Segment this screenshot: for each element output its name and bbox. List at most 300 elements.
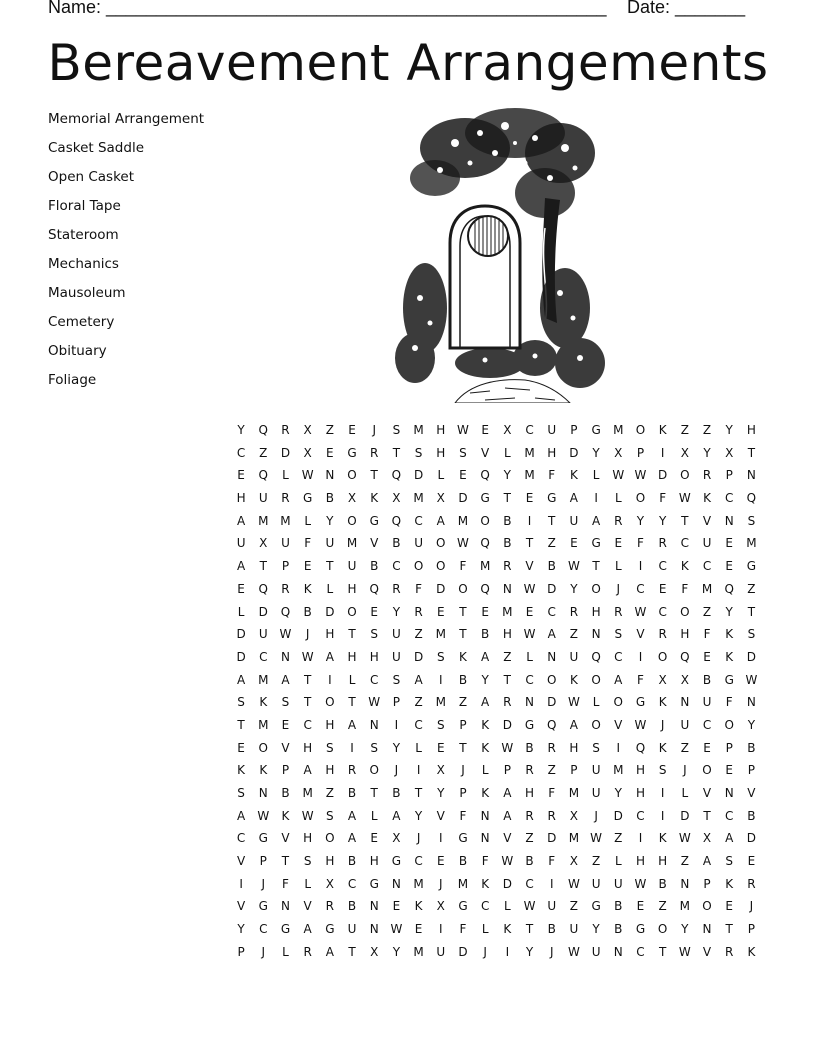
grid-letter: F — [703, 627, 711, 642]
grid-letter: A — [481, 695, 490, 710]
grid-letter: L — [614, 559, 622, 574]
grid-letter: B — [503, 536, 512, 551]
grid-letter: Q — [746, 491, 757, 506]
grid-letter: R — [370, 445, 379, 460]
grid-letter: N — [702, 922, 712, 937]
grid-letter: Q — [258, 423, 268, 437]
grid-letter: W — [634, 468, 647, 483]
grid-letter: I — [239, 876, 243, 891]
grid-letter: W — [457, 423, 469, 437]
grid-letter: U — [702, 695, 712, 710]
grid-letter: Y — [681, 922, 689, 937]
grid-letter: X — [680, 445, 689, 460]
grid-letter: T — [747, 604, 756, 619]
grid-letter: I — [328, 672, 332, 687]
grid-row — [230, 443, 763, 466]
grid-letter: O — [347, 513, 357, 528]
grid-letter: V — [525, 559, 534, 574]
grid-row — [230, 556, 763, 579]
grid-letter: B — [525, 740, 534, 755]
grid-letter: A — [503, 786, 512, 800]
grid-letter: E — [348, 423, 356, 437]
grid-row — [230, 670, 763, 693]
grid-letter: W — [678, 831, 691, 846]
grid-letter: N — [525, 695, 535, 710]
grid-letter: T — [303, 695, 312, 710]
grid-letter: P — [570, 763, 578, 778]
grid-letter: K — [281, 808, 290, 823]
grid-letter: I — [439, 672, 443, 687]
grid-letter: N — [724, 513, 734, 528]
grid-letter: F — [548, 786, 556, 800]
grid-letter: W — [567, 876, 580, 891]
grid-letter: J — [461, 763, 465, 778]
grid-letter: X — [503, 423, 512, 437]
grid-letter: E — [326, 445, 334, 460]
grid-letter: M — [568, 831, 580, 846]
stone-archway-garden-illustration — [395, 108, 610, 403]
grid-letter: S — [747, 627, 756, 642]
grid-letter: S — [436, 649, 445, 664]
grid-letter: Y — [437, 786, 445, 800]
grid-letter: L — [304, 876, 311, 891]
word-list-item: Cemetery — [48, 314, 115, 330]
grid-letter: D — [502, 876, 512, 891]
grid-row — [230, 511, 763, 534]
grid-letter: Y — [414, 808, 423, 823]
grid-letter: K — [725, 627, 734, 642]
grid-letter: W — [390, 922, 403, 937]
grid-letter: D — [325, 604, 335, 619]
grid-letter: I — [616, 740, 621, 755]
grid-letter: Z — [325, 786, 334, 800]
grid-letter: M — [613, 423, 624, 437]
grid-letter: A — [325, 944, 334, 959]
grid-letter: W — [523, 899, 536, 914]
date-field[interactable] — [627, 0, 745, 18]
grid-letter: I — [660, 786, 665, 800]
grid-letter: Z — [525, 831, 534, 846]
grid-letter: W — [567, 695, 580, 710]
grid-row — [230, 692, 763, 715]
grid-letter: T — [348, 627, 356, 642]
grid-letter: Z — [547, 536, 556, 551]
grid-letter: M — [701, 581, 713, 596]
grid-letter: C — [370, 672, 379, 687]
grid-letter: Z — [547, 763, 556, 778]
grid-letter: R — [281, 581, 290, 596]
grid-letter: E — [725, 559, 734, 574]
grid-letter: F — [415, 581, 423, 596]
grid-row — [230, 465, 763, 488]
grid-letter: H — [325, 763, 335, 778]
grid-letter: T — [348, 695, 356, 710]
grid-letter: Q — [369, 581, 379, 596]
grid-letter: P — [636, 445, 645, 460]
grid-letter: O — [258, 740, 268, 755]
grid-letter: H — [325, 717, 335, 732]
grid-letter: M — [613, 763, 624, 778]
grid-letter: I — [416, 763, 421, 778]
grid-letter: E — [237, 468, 245, 483]
grid-letter: R — [547, 808, 556, 823]
grid-letter: T — [237, 717, 245, 732]
name-label: Name: — [48, 0, 107, 17]
grid-row — [230, 579, 763, 602]
grid-letter: T — [525, 536, 534, 551]
grid-letter: C — [525, 876, 534, 891]
grid-letter: N — [391, 876, 401, 891]
grid-letter: A — [702, 854, 712, 869]
grid-letter: U — [591, 944, 601, 959]
grid-letter: A — [436, 513, 445, 528]
grid-letter: T — [459, 627, 467, 642]
grid-letter: A — [725, 831, 734, 846]
grid-letter: J — [305, 627, 310, 642]
grid-letter: U — [569, 922, 579, 937]
grid-letter: K — [259, 763, 268, 778]
grid-letter: L — [304, 513, 311, 528]
grid-letter: W — [501, 854, 514, 869]
grid-letter: A — [347, 808, 357, 823]
grid-letter: K — [680, 559, 689, 574]
grid-letter: S — [370, 627, 379, 642]
grid-letter: U — [613, 876, 623, 891]
grid-row — [230, 624, 763, 647]
grid-letter: U — [547, 423, 557, 437]
grid-letter: H — [347, 649, 357, 664]
grid-letter: T — [370, 786, 378, 800]
grid-letter: E — [614, 536, 623, 551]
grid-letter: D — [413, 468, 424, 483]
grid-letter: S — [237, 695, 245, 710]
grid-letter: C — [702, 717, 712, 732]
grid-row — [230, 738, 763, 761]
grid-letter: O — [325, 695, 335, 710]
grid-letter: C — [236, 831, 246, 846]
grid-letter: G — [524, 717, 535, 732]
grid-letter: O — [546, 672, 557, 687]
grid-letter: O — [702, 763, 712, 778]
grid-letter: S — [614, 627, 623, 642]
grid-letter: B — [347, 899, 357, 914]
grid-letter: O — [458, 581, 468, 596]
grid-letter: L — [437, 468, 445, 483]
grid-letter: A — [325, 649, 334, 664]
grid-letter: V — [481, 445, 490, 460]
grid-letter: L — [592, 468, 600, 483]
grid-letter: M — [746, 536, 757, 551]
grid-letter: H — [303, 831, 313, 846]
grid-letter: I — [505, 944, 510, 959]
grid-letter: Z — [680, 423, 689, 437]
grid-letter: E — [436, 854, 445, 869]
grid-letter: T — [303, 672, 312, 687]
grid-letter: D — [613, 808, 623, 823]
grid-letter: O — [680, 468, 690, 483]
grid-letter: K — [747, 944, 756, 959]
grid-letter: J — [394, 763, 399, 778]
grid-letter: C — [414, 513, 423, 528]
grid-letter: S — [392, 672, 401, 687]
grid-letter: M — [302, 786, 313, 800]
grid-letter: R — [569, 604, 579, 619]
grid-letter: Y — [481, 672, 489, 687]
grid-letter: Y — [725, 604, 733, 619]
grid-letter: D — [569, 445, 579, 460]
grid-letter: X — [436, 491, 445, 506]
grid-letter: K — [725, 649, 734, 664]
grid-letter: G — [635, 922, 646, 937]
grid-letter: P — [459, 786, 467, 800]
grid-letter: Z — [658, 899, 667, 914]
grid-letter: A — [414, 672, 423, 687]
grid-letter: Y — [592, 922, 600, 937]
grid-letter: H — [746, 423, 756, 437]
grid-letter: X — [303, 445, 312, 460]
grid-letter: C — [525, 672, 534, 687]
grid-letter: X — [614, 445, 623, 460]
grid-letter: L — [614, 854, 622, 869]
grid-letter: H — [591, 604, 601, 619]
grid-letter: D — [547, 695, 557, 710]
grid-letter: F — [481, 854, 489, 869]
grid-letter: M — [346, 536, 358, 551]
grid-letter: U — [281, 536, 290, 551]
grid-letter: Y — [614, 786, 622, 800]
grid-row — [230, 806, 763, 829]
grid-letter: U — [680, 717, 690, 732]
grid-letter: B — [281, 786, 290, 800]
grid-letter: N — [325, 468, 335, 483]
name-blank: __________________________________________________ — [106, 0, 607, 17]
grid-letter: K — [481, 786, 490, 800]
name-date-header — [48, 0, 768, 21]
word-list-item: Mechanics — [48, 256, 119, 272]
grid-letter: S — [436, 717, 445, 732]
grid-letter: N — [369, 717, 379, 732]
grid-letter: E — [658, 581, 667, 596]
grid-letter: L — [282, 944, 289, 959]
grid-letter: L — [326, 581, 334, 596]
grid-letter: K — [703, 491, 711, 506]
grid-letter: Z — [325, 423, 334, 437]
grid-letter: I — [660, 808, 665, 823]
grid-letter: U — [347, 922, 357, 937]
grid-letter: N — [258, 786, 268, 800]
grid-letter: W — [567, 559, 580, 574]
grid-letter: Z — [458, 695, 468, 710]
grid-letter: D — [236, 627, 246, 642]
grid-letter: N — [680, 876, 690, 891]
grid-letter: S — [392, 423, 401, 437]
grid-letter: V — [702, 513, 712, 528]
grid-letter: B — [614, 922, 623, 937]
grid-letter: H — [369, 649, 379, 664]
grid-letter: R — [725, 944, 734, 959]
grid-letter: I — [638, 831, 643, 846]
page-title: Bereavement Arrangements — [47, 34, 769, 92]
grid-letter: U — [569, 649, 579, 664]
grid-letter: H — [325, 854, 335, 869]
grid-letter: R — [503, 695, 512, 710]
grid-letter: M — [413, 491, 424, 506]
grid-letter: P — [725, 468, 733, 483]
date-label: Date: — [627, 0, 676, 17]
grid-letter: H — [658, 854, 668, 869]
grid-letter: Q — [391, 468, 402, 483]
word-list-item: Casket Saddle — [48, 140, 144, 156]
grid-letter: B — [347, 854, 357, 869]
grid-letter: D — [746, 649, 757, 664]
grid-letter: Z — [614, 831, 623, 846]
grid-letter: Z — [747, 581, 756, 596]
grid-letter: W — [257, 808, 270, 823]
grid-letter: V — [436, 808, 445, 823]
grid-row — [230, 715, 763, 738]
grid-letter: M — [524, 468, 535, 483]
grid-letter: I — [350, 740, 354, 755]
grid-letter: Q — [635, 740, 646, 755]
grid-letter: C — [547, 604, 556, 619]
grid-letter: K — [725, 876, 734, 891]
word-list — [48, 110, 268, 400]
grid-letter: G — [325, 922, 335, 937]
grid-letter: C — [525, 423, 534, 437]
grid-letter: T — [459, 604, 467, 619]
grid-letter: L — [614, 491, 622, 506]
grid-letter: Y — [392, 740, 401, 755]
grid-letter: I — [394, 717, 399, 732]
grid-letter: T — [658, 944, 667, 959]
grid-letter: H — [347, 581, 357, 596]
grid-letter: G — [258, 899, 268, 914]
grid-letter: S — [326, 740, 334, 755]
grid-letter: E — [370, 831, 379, 846]
grid-letter: W — [678, 491, 691, 506]
grid-letter: K — [237, 763, 246, 778]
grid-letter: E — [525, 604, 534, 619]
grid-letter: B — [614, 899, 623, 914]
grid-letter: E — [414, 922, 423, 937]
grid-letter: P — [392, 695, 401, 710]
grid-letter: B — [702, 672, 712, 687]
grid-letter: L — [481, 922, 489, 937]
grid-letter: W — [634, 876, 647, 891]
grid-letter: B — [747, 808, 756, 823]
grid-letter: U — [569, 513, 579, 528]
grid-letter: M — [457, 513, 469, 528]
grid-letter: K — [481, 740, 490, 755]
grid-letter: P — [747, 763, 756, 778]
grid-letter: F — [637, 536, 644, 551]
grid-letter: B — [547, 559, 556, 574]
grid-row — [230, 488, 763, 511]
grid-letter: M — [258, 672, 269, 687]
name-field[interactable] — [48, 0, 607, 18]
grid-letter: G — [591, 423, 601, 437]
grid-letter: U — [591, 786, 601, 800]
grid-letter: L — [415, 740, 422, 755]
grid-letter: V — [303, 899, 312, 914]
grid-letter: D — [413, 649, 424, 664]
grid-letter: X — [436, 763, 445, 778]
grid-letter: T — [281, 854, 290, 869]
grid-letter: W — [368, 695, 381, 710]
grid-letter: O — [480, 513, 490, 528]
grid-letter: C — [236, 445, 246, 460]
grid-letter: G — [591, 899, 601, 914]
grid-letter: L — [504, 899, 511, 914]
grid-letter: T — [348, 944, 356, 959]
grid-letter: K — [481, 876, 490, 891]
grid-letter: R — [525, 763, 534, 778]
grid-letter: A — [236, 559, 246, 574]
grid-letter: A — [591, 513, 601, 528]
grid-letter: R — [547, 740, 556, 755]
grid-letter: E — [281, 717, 290, 732]
grid-letter: O — [369, 763, 379, 778]
grid-letter: K — [459, 649, 467, 664]
grid-letter: E — [525, 491, 534, 506]
grid-letter: Y — [525, 944, 534, 959]
grid-letter: X — [680, 672, 689, 687]
grid-letter: Y — [725, 423, 733, 437]
grid-letter: B — [525, 854, 534, 869]
grid-letter: S — [370, 740, 379, 755]
grid-letter: K — [303, 581, 312, 596]
grid-letter: B — [503, 513, 512, 528]
grid-letter: W — [523, 581, 536, 596]
grid-letter: X — [347, 491, 357, 506]
grid-letter: H — [635, 854, 645, 869]
grid-letter: F — [548, 854, 556, 869]
grid-letter: C — [614, 649, 623, 664]
grid-letter: C — [725, 808, 734, 823]
grid-letter: K — [481, 717, 490, 732]
grid-letter: H — [436, 423, 446, 437]
grid-letter: N — [480, 808, 490, 823]
grid-letter: U — [591, 763, 601, 778]
grid-letter: Z — [259, 445, 268, 460]
grid-letter: W — [678, 944, 691, 959]
grid-letter: E — [237, 581, 245, 596]
grid-letter: Z — [414, 627, 423, 642]
grid-letter: N — [591, 627, 601, 642]
grid-letter: Y — [237, 423, 245, 437]
grid-letter: H — [569, 740, 579, 755]
grid-letter: X — [370, 944, 379, 959]
grid-letter: S — [303, 854, 312, 869]
grid-letter: O — [724, 717, 734, 732]
grid-row — [230, 874, 763, 897]
word-list-item: Obituary — [48, 343, 107, 359]
grid-letter: Q — [724, 581, 734, 596]
grid-letter: F — [459, 922, 467, 937]
grid-letter: Z — [680, 740, 689, 755]
grid-letter: I — [638, 649, 643, 664]
grid-letter: G — [369, 876, 379, 891]
grid-letter: T — [392, 445, 401, 460]
grid-letter: T — [592, 559, 600, 574]
grid-letter: R — [702, 468, 712, 483]
grid-letter: I — [660, 445, 665, 460]
grid-letter: O — [325, 831, 335, 846]
grid-letter: M — [280, 513, 291, 528]
grid-letter: B — [458, 854, 468, 869]
grid-letter: P — [281, 559, 290, 574]
grid-letter: D — [502, 717, 512, 732]
